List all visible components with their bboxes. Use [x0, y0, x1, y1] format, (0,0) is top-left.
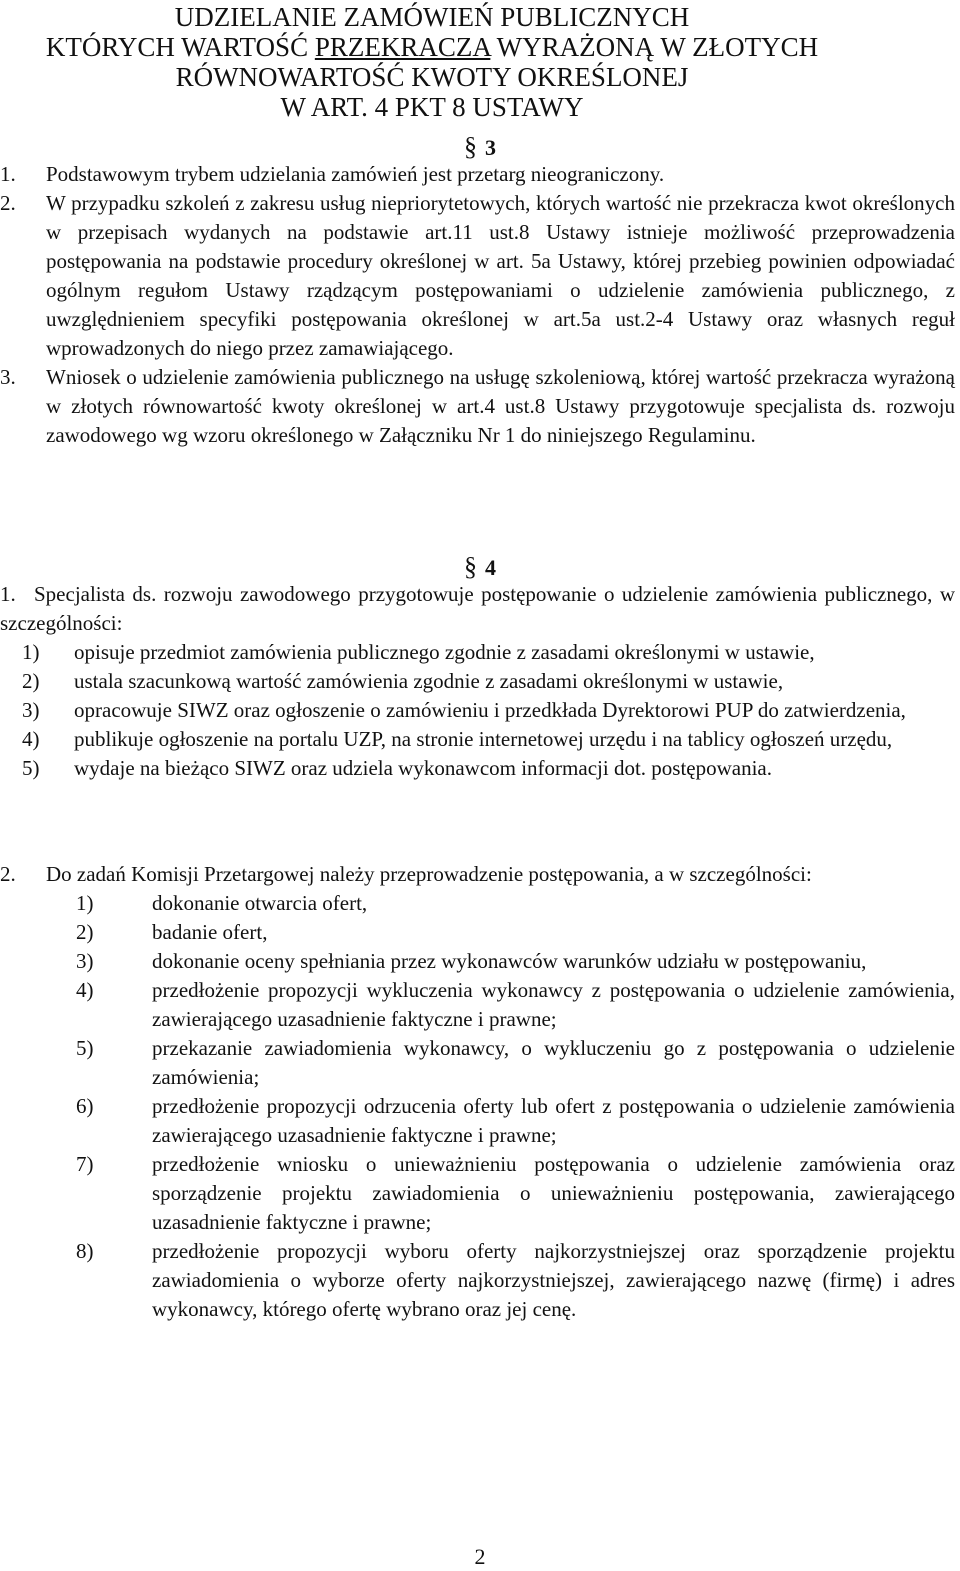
title-line-2-underlined: PRZEKRACZA	[314, 32, 491, 62]
part-2-intro	[0, 860, 955, 889]
list-item	[76, 1034, 955, 1092]
list-item-number: 2)	[22, 669, 40, 693]
list-item-number: 2)	[76, 920, 94, 944]
section-3-item	[0, 189, 955, 363]
list-item-text: przedłożenie propozycji wykluczenia wykonawcy z postępowania o udzielenie zamówienia, zawierającego uzasadnienie faktyczne i prawne;	[152, 978, 955, 1031]
title-line-2	[0, 32, 864, 62]
section-3-body	[0, 160, 955, 450]
section-number: 3	[485, 135, 496, 160]
list-item	[76, 1237, 955, 1324]
title-line-3: RÓWNOWARTOŚĆ KWOTY OKREŚLONEJ	[175, 62, 689, 92]
list-item-number: 3)	[76, 949, 94, 973]
section-4-part-2	[0, 860, 955, 1324]
list-item-number: 5)	[76, 1036, 94, 1060]
list-item	[76, 889, 955, 918]
part-1-list	[0, 638, 955, 783]
list-item	[76, 1092, 955, 1150]
list-item	[22, 725, 955, 754]
list-item-text: opisuje przedmiot zamówienia publicznego zgodnie z zasadami określonymi w ustawie,	[74, 640, 815, 664]
list-item-text: przedłożenie wniosku o unieważnieniu postępowania o udzielenie zamówienia oraz sporządzenie projektu zawiadomienia o unieważnieniu postępowania, zawierającego uzasadnienie faktyczne i prawne;	[152, 1152, 955, 1234]
intro-text: Specjalista ds. rozwoju zawodowego przygotowuje postępowanie o udzielenie zamówienia publicznego, w szczególności:	[0, 582, 955, 635]
item-number: 1.	[0, 162, 16, 186]
list-item-number: 4)	[76, 978, 94, 1002]
title-line-4: W ART. 4 PKT 8 USTAWY	[280, 92, 584, 122]
item-number: 3.	[0, 365, 16, 389]
document-title	[0, 2, 864, 122]
list-item-number: 1)	[76, 891, 94, 915]
list-item-number: 4)	[22, 727, 40, 751]
list-item	[22, 696, 955, 725]
item-number: 1.	[0, 582, 16, 606]
title-line-2-start: KTÓRYCH WARTOŚĆ	[45, 32, 315, 62]
item-text: Podstawowym trybem udzielania zamówień jest przetarg nieograniczony.	[46, 162, 665, 186]
list-item-text: publikuje ogłoszenie na portalu UZP, na stronie internetowej urzędu i na tablicy ogłoszeń urzędu,	[74, 727, 893, 751]
list-item	[22, 667, 955, 696]
title-line-2-end: WYRAŻONĄ W ZŁOTYCH	[490, 32, 819, 62]
list-item	[76, 976, 955, 1034]
list-item-number: 5)	[22, 756, 40, 780]
item-number: 2.	[0, 191, 16, 215]
list-item-text: dokonanie otwarcia ofert,	[152, 891, 368, 915]
item-text: Wniosek o udzielenie zamówienia publicznego na usługę szkoleniową, której wartość przekracza wyrażoną w złotych równowartość kwoty określonej w art.4 ust.8 Ustawy przygotowuje specjalista ds. rozwoju zawodowego wg wzoru określonego w Załączniku Nr 1 do niniejszego Regulaminu.	[46, 365, 955, 447]
list-item-text: dokonanie oceny spełniania przez wykonawców warunków udziału w postępowaniu,	[152, 949, 867, 973]
item-number: 2.	[0, 862, 16, 886]
section-4-heading	[0, 552, 960, 582]
part-2-list	[0, 889, 955, 1324]
section-4-part-1	[0, 580, 955, 783]
list-item-text: ustala szacunkową wartość zamówienia zgodnie z zasadami określonymi w ustawie,	[74, 669, 784, 693]
item-text: W przypadku szkoleń z zakresu usług niepriorytetowych, których wartość nie przekracza kwot określonych w przepisach wydanych na podstawie art.11 ust.8 Ustawy istnieje możliwość przeprowadzenia postępowania na podstawie procedury określonej w art. 5a Ustawy, której przebieg powinien odpowiadać ogólnym regułom Ustawy rządzącym postępowaniami o udzielenie zamówienia publicznego, z uwzględnieniem specyfiki postępowania określonej w art.5a ust.2-4 Ustawy oraz własnych reguł wprowadzonych do niego przez zamawiającego.	[46, 191, 955, 360]
section-number: 4	[485, 555, 496, 580]
list-item-text: przekazanie zawiadomienia wykonawcy, o wykluczeniu go z postępowania o udzielenie zamówienia;	[152, 1036, 955, 1089]
list-item-text: przedłożenie propozycji wyboru oferty najkorzystniejszej oraz sporządzenie projektu zawiadomienia o wyborze oferty najkorzystniejszej, zawierającego nazwę (firmę) i adres wykonawcy, którego ofertę wybrano oraz jej cenę.	[152, 1239, 955, 1321]
section-symbol: §	[464, 132, 477, 161]
list-item	[22, 754, 955, 783]
title-line-1: UDZIELANIE ZAMÓWIEŃ PUBLICZNYCH	[174, 2, 690, 32]
list-item	[76, 947, 955, 976]
list-item-text: opracowuje SIWZ oraz ogłoszenie o zamówieniu i przedkłada Dyrektorowi PUP do zatwierdzenia,	[74, 698, 906, 722]
list-item	[22, 638, 955, 667]
intro-text: Do zadań Komisji Przetargowej należy przeprowadzenie postępowania, a w szczególności:	[46, 862, 812, 886]
list-item-text: przedłożenie propozycji odrzucenia oferty lub ofert z postępowania o udzielenie zamówienia zawierającego uzasadnienie faktyczne i prawne;	[152, 1094, 955, 1147]
list-item-number: 8)	[76, 1239, 94, 1263]
list-item-number: 3)	[22, 698, 40, 722]
page-number: 2	[474, 1544, 486, 1569]
list-item-number: 6)	[76, 1094, 94, 1118]
part-1-intro	[0, 580, 955, 638]
section-3-heading	[0, 132, 960, 162]
list-item-number: 7)	[76, 1152, 94, 1176]
list-item	[76, 1150, 955, 1237]
section-3-item	[0, 160, 955, 189]
list-item-text: badanie ofert,	[152, 920, 268, 944]
section-symbol: §	[464, 552, 477, 581]
section-3-item	[0, 363, 955, 450]
list-item	[76, 918, 955, 947]
list-item-number: 1)	[22, 640, 40, 664]
list-item-text: wydaje na bieżąco SIWZ oraz udziela wykonawcom informacji dot. postępowania.	[74, 756, 772, 780]
